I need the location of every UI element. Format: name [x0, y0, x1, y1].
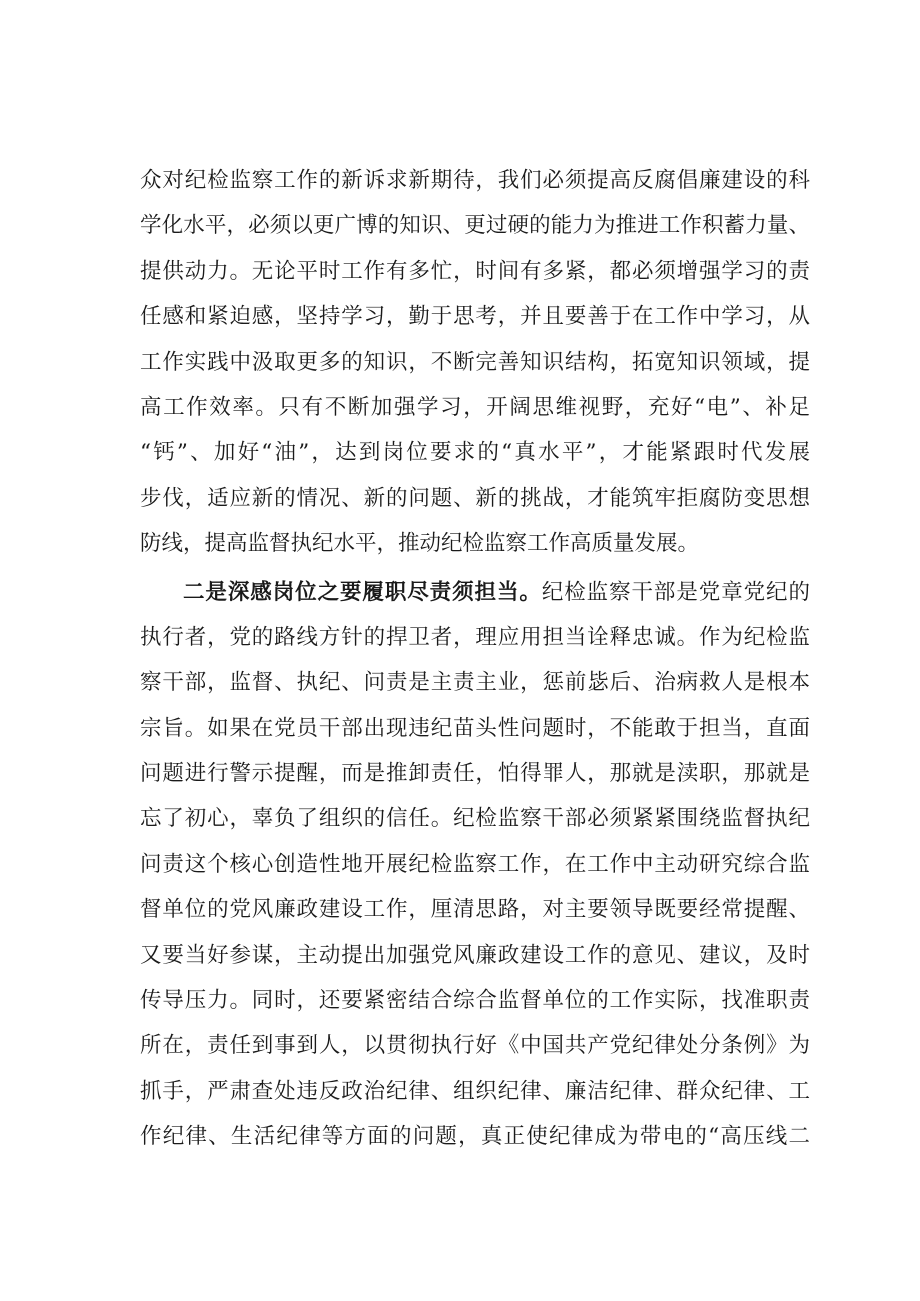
paragraph-first-line [140, 570, 810, 615]
text-line: 抓手，严肃查处违反政治纪律、组织纪律、廉洁纪律、群众纪律、工 [140, 1078, 810, 1104]
text-line: 众对纪检监察工作的新诉求新期待，我们必须提高反腐倡廉建设的科 [140, 168, 810, 193]
text-line: 提供动力。无论平时工作有多忙，时间有多紧，都必须增强学习的责 [140, 258, 810, 284]
text-line: 忘了初心，辜负了组织的信任。纪检监察干部必须紧紧围绕监督执纪 [140, 806, 810, 832]
text-line: 所在，责任到事到人，以贯彻执行好《中国共产党纪律处分条例》为 [140, 1033, 810, 1059]
text-line: 步伐，适应新的情况、新的问题、新的挑战，才能筑牢拒腐防变思想 [140, 485, 810, 511]
text-line: 高工作效率。只有不断加强学习，开阔思维视野，充好“电”、补足 [140, 394, 810, 420]
text-line: 问题进行警示提醒，而是推卸责任，怕得罪人，那就是渎职，那就是 [140, 761, 810, 787]
text-line: 宗旨。如果在党员干部出现违纪苗头性问题时，不能敢于担当，直面 [140, 715, 810, 741]
text-line: 作纪律、生活纪律等方面的问题，真正使纪律成为带电的“高压线二 [140, 1124, 810, 1150]
text-line: 学化水平，必须以更广博的知识、更过硬的能力为推进工作积蓄力量、 [140, 213, 810, 239]
text-line: 任感和紧迫感，坚持学习，勤于思考，并且要善于在工作中学习，从 [140, 304, 810, 330]
paragraph-2 [140, 570, 810, 1160]
paragraph-1 [140, 158, 810, 567]
text-line: 执行者，党的路线方针的捍卫者，理应用担当诠释忠诚。作为纪检监 [140, 624, 810, 650]
text-line-last: 防线，提高监督执纪水平，推动纪检监察工作高质量发展。 [140, 531, 700, 557]
text-line: 传导压力。同时，还要紧密结合综合监督单位的工作实际，找准职责 [140, 988, 810, 1014]
text-line: 又要当好参谋，主动提出加强党风廉政建设工作的意见、建议，及时 [140, 942, 810, 968]
section-heading: 二是深感岗位之要履职尽责须担当。 [183, 579, 542, 605]
text-line: 工作实践中汲取更多的知识，不断完善知识结构，拓宽知识领域，提 [140, 349, 810, 375]
text-line: 督单位的党风廉政建设工作，厘清思路，对主要领导既要经常提醒、 [140, 897, 810, 923]
heading-continuation: 纪检监察干部是党章党纪的 [541, 579, 810, 605]
text-line: 问责这个核心创造性地开展纪检监察工作，在工作中主动研究综合监 [140, 851, 810, 877]
text-line: 察干部，监督、执纪、问责是主责主业，惩前毖后、治病救人是根本 [140, 670, 810, 696]
document-body [140, 158, 810, 1160]
text-line: “钙”、加好“油”，达到岗位要求的“真水平”，才能紧跟时代发展 [140, 440, 810, 466]
